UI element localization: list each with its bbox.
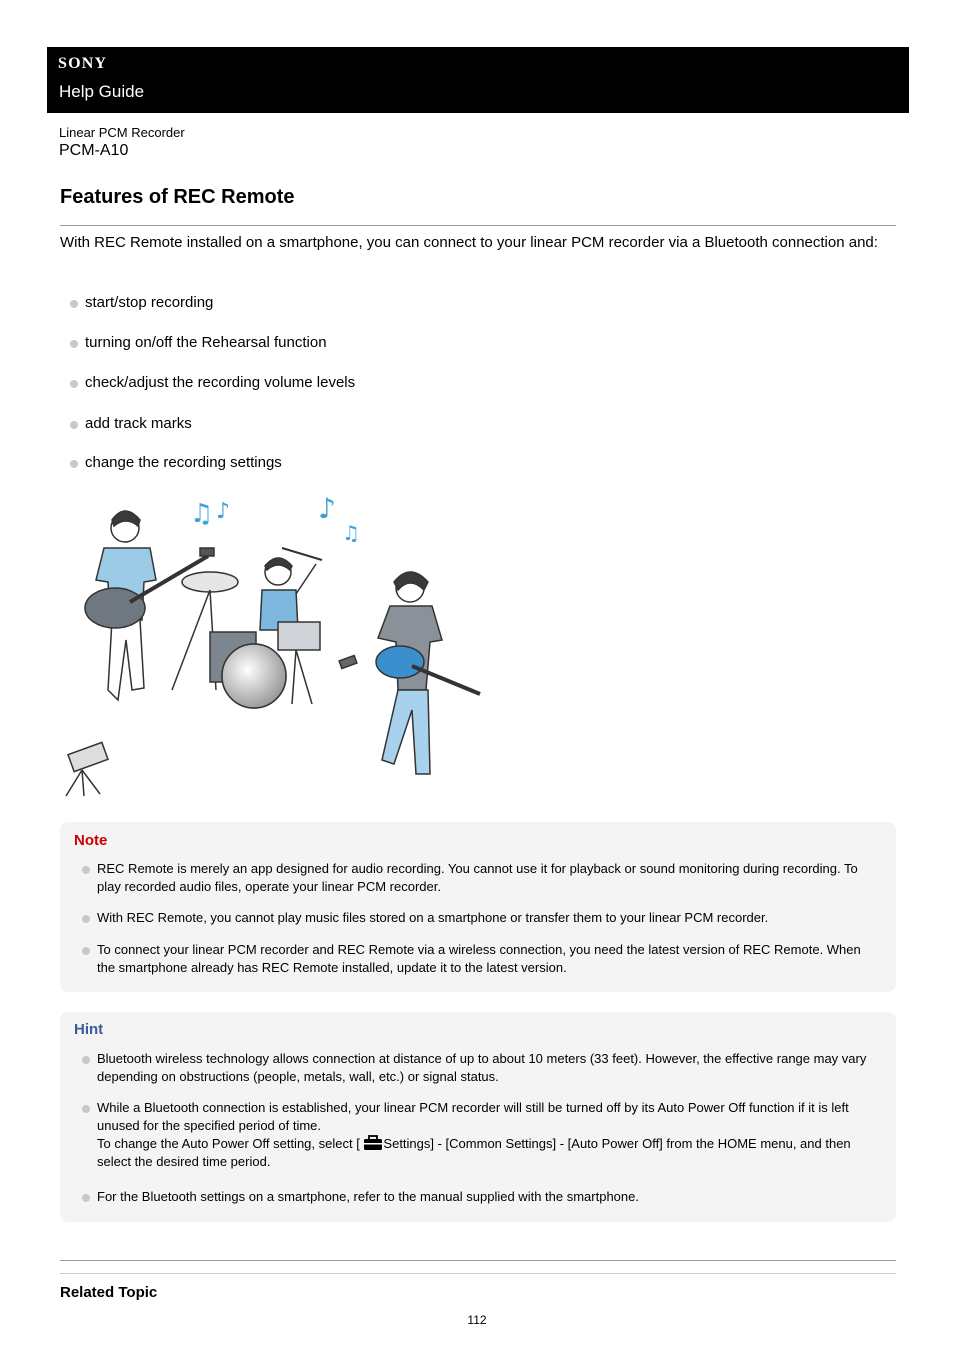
intro-paragraph: With REC Remote installed on a smartphone, you can connect to your linear PCM recorder via a Bluetooth connection and: bbox=[60, 234, 878, 251]
svg-text:♫: ♫ bbox=[342, 521, 360, 545]
section-divider bbox=[60, 1260, 896, 1261]
feature-item: start/stop recording bbox=[70, 294, 213, 311]
hint-item: For the Bluetooth settings on a smartphone, refer to the manual supplied with the smartphone. bbox=[82, 1188, 882, 1206]
help-guide-label: Help Guide bbox=[59, 82, 145, 101]
music-notes-icon bbox=[190, 492, 360, 545]
bassist-figure bbox=[339, 572, 480, 774]
note-box bbox=[60, 822, 896, 992]
bullet-icon bbox=[70, 460, 78, 468]
page-title: Features of REC Remote bbox=[60, 186, 295, 208]
related-topic-heading: Related Topic bbox=[60, 1284, 158, 1301]
feature-item: check/adjust the recording volume levels bbox=[70, 374, 355, 391]
hint-item: Bluetooth wireless technology allows connection at distance of up to about 10 meters (33 feet). However, the effective range may vary depending on obstructions (people, metals, wall, etc.) or signal status. bbox=[82, 1050, 882, 1086]
recorder-tripod-icon bbox=[66, 742, 108, 796]
hint-item-line: Settings] - [Common Settings] - [Auto Power Off] from the HOME menu, and then select the desired time period. bbox=[97, 1136, 851, 1169]
bullet-icon bbox=[82, 947, 90, 955]
feature-item: turning on/off the Rehearsal function bbox=[70, 334, 327, 351]
hint-item-line: While a Bluetooth connection is established, your linear PCM recorder will still be turned off by its Auto Power Off function if it is left unused for the specified period of time. bbox=[97, 1100, 849, 1133]
drummer-figure bbox=[172, 548, 322, 708]
bullet-icon bbox=[82, 1194, 90, 1202]
bullet-icon bbox=[70, 380, 78, 388]
bullet-icon bbox=[82, 1056, 90, 1064]
feature-item: add track marks bbox=[70, 415, 192, 432]
section-divider bbox=[60, 1273, 896, 1274]
note-title: Note bbox=[74, 832, 108, 849]
bullet-icon bbox=[82, 915, 90, 923]
hint-box bbox=[60, 1012, 896, 1222]
breadcrumb-product-line: Linear PCM Recorder bbox=[59, 125, 185, 140]
bullet-icon bbox=[82, 866, 90, 874]
hint-title: Hint bbox=[74, 1021, 104, 1038]
svg-text:♫: ♫ bbox=[190, 499, 214, 529]
guitarist-figure bbox=[85, 511, 214, 700]
page-number: 112 bbox=[467, 1313, 487, 1327]
note-item: REC Remote is merely an app designed for audio recording. You cannot use it for playback or sound monitoring during recording. To play recorded audio files, operate your linear PCM recorder. bbox=[82, 860, 882, 896]
toolbox-icon bbox=[363, 1135, 383, 1151]
hint-item bbox=[82, 1099, 882, 1171]
svg-text:♪: ♪ bbox=[216, 499, 231, 524]
note-item: With REC Remote, you cannot play music files stored on a smartphone or transfer them to your linear PCM recorder. bbox=[82, 909, 882, 927]
note-item: To connect your linear PCM recorder and REC Remote via a wireless connection, you need the latest version of REC Remote. When the smartphone already has REC Remote installed, update it to the latest version. bbox=[82, 941, 882, 977]
bullet-icon bbox=[70, 300, 78, 308]
band-illustration bbox=[60, 490, 490, 800]
bullet-icon bbox=[70, 340, 78, 348]
feature-item: change the recording settings bbox=[70, 454, 282, 471]
title-divider bbox=[60, 225, 896, 226]
hint-item-line: To change the Auto Power Off setting, select [ bbox=[97, 1136, 364, 1151]
svg-text:♪: ♪ bbox=[318, 492, 336, 525]
bullet-icon bbox=[82, 1105, 90, 1113]
sony-logo: SONY bbox=[58, 55, 108, 72]
breadcrumb-model: PCM-A10 bbox=[59, 142, 129, 159]
header-bar bbox=[47, 47, 909, 113]
bullet-icon bbox=[70, 421, 78, 429]
